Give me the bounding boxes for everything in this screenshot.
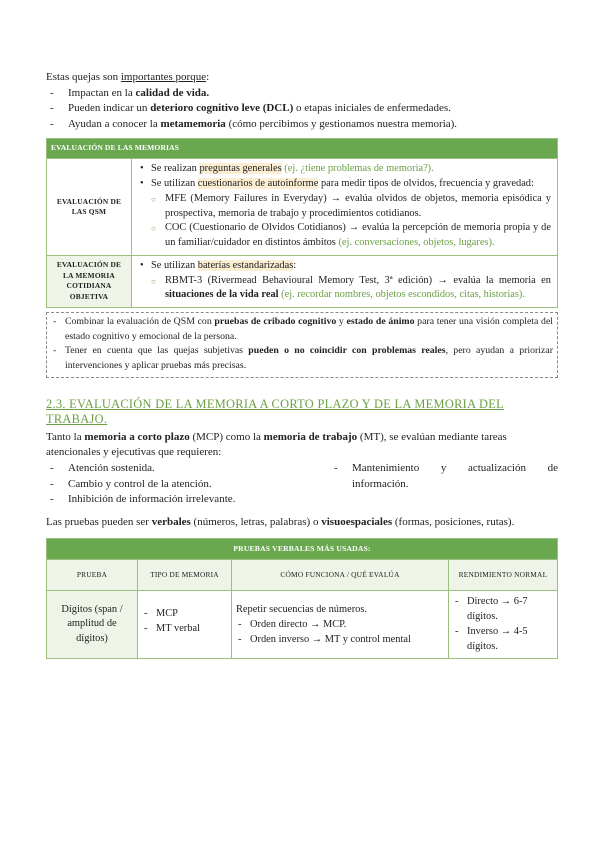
notes-box	[46, 312, 558, 378]
row-content: • Se utilizan baterías estandarizadas: ○ RBMT-3 (Rivermead Behavioural Memory Test, 3ª edición) → evalúa la memoria en situaciones de la vida real (ej. recordar nombres, objetos escondidos, citas, historias).	[132, 256, 557, 307]
note-item: - Tener en cuenta que las quejas subjetivas pueden o no coincidir con problemas reales, pero ayudan a priorizar intervenciones y aplicar pruebas más precisas.	[51, 344, 553, 373]
header-cell: PRUEBA	[47, 560, 138, 590]
tests-paragraph: Las pruebas pueden ser verbales (números, letras, palabras) o visuoespaciales (formas, posiciones, rutas).	[46, 515, 515, 528]
page	[46, 70, 558, 659]
cell-tipo: - MCP - MT verbal	[138, 591, 232, 658]
table-row-cotidiana	[47, 255, 557, 307]
list-item: - Ayudan a conocer la metamemoria (cómo percibimos y gestionamos nuestra memoria).	[50, 117, 558, 133]
intro-list	[50, 86, 558, 133]
list-item: - Inhibición de información irrelevante.	[50, 492, 330, 508]
requirements-columns	[46, 461, 558, 508]
verbal-tests-table	[46, 538, 558, 660]
section-paragraph: Tanto la memoria a corto plazo (MCP) como la memoria de trabajo (MT), se evalúan mediante tareas atencionales y ejecutivas que requieren:	[46, 430, 507, 459]
cell-como: Repetir secuencias de números. - Orden directo → MCP. - Orden inverso → MT y control mental	[232, 591, 449, 658]
row-content: • Se realizan preguntas generales (ej. ¿tiene problemas de memoria?). • Se utilizan cuestionarios de autoinforme para medir tipos de olvidos, frecuencia y gravedad: ○ MFE (Memory Failures in Everyday) → evalúa olvidos de objetos, memoria episódica y prospectiva, memoria de trabajo y procedimientos cotidianos. ○ COC (Cuestionario de Olvidos Cotidianos) → evalúa la percepción de memoria propia y de un familiar/cuidador en distintos ámbitos (ej. conversaciones, objetos, lugares).	[132, 159, 557, 255]
intro-lead: Estas quejas son importantes porque:	[46, 71, 210, 83]
cell-rendimiento: - Directo → 6-7 dígitos. - Inverso → 4-5 dígitos.	[449, 591, 557, 658]
table-title: EVALUACIÓN DE LAS MEMORIAS	[47, 139, 557, 158]
header-cell: TIPO DE MEMORIA	[138, 560, 232, 590]
requirements-left	[50, 461, 330, 508]
requirements-right	[334, 461, 558, 508]
table-header	[47, 559, 557, 590]
table-title: PRUEBAS VERBALES MÁS USADAS:	[47, 539, 557, 560]
note-item: - Combinar la evaluación de QSM con pruebas de cribado cognitivo y estado de ánimo para tener una visión completa del estado cognitivo y emocional de la persona.	[51, 315, 553, 344]
table-row-qsm	[47, 158, 557, 255]
row-label: EVALUACIÓN DE LA MEMORIA COTIDIANA OBJETIVA	[47, 256, 132, 307]
list-item: - Mantenimiento y actualización de información.	[334, 461, 558, 492]
list-item: - Atención sostenida.	[50, 461, 330, 477]
cell-prueba: Dígitos (span / amplitud de dígitos)	[47, 591, 138, 658]
table-row	[47, 590, 557, 658]
header-cell: CÓMO FUNCIONA / QUÉ EVALÚA	[232, 560, 449, 590]
list-item: - Pueden indicar un deterioro cognitivo leve (DCL) o etapas iniciales de enfermedades.	[50, 101, 558, 117]
row-label: EVALUACIÓN DE LAS QSM	[47, 159, 132, 255]
list-item: - Impactan en la calidad de vida.	[50, 86, 558, 102]
section-title: 2.3. EVALUACIÓN DE LA MEMORIA A CORTO PLAZO Y DE LA MEMORIA DEL TRABAJO.	[46, 396, 505, 427]
memory-evaluation-table	[46, 138, 558, 308]
list-item: - Cambio y control de la atención.	[50, 477, 330, 493]
header-cell: RENDIMIENTO NORMAL	[458, 570, 548, 580]
